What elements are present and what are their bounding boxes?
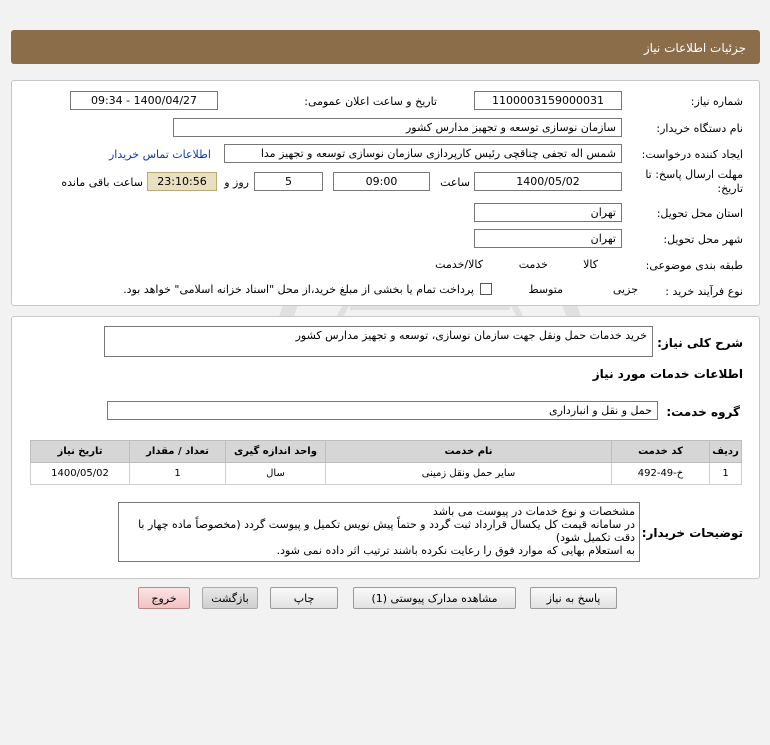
- buyer-contact-link[interactable]: اطلاعات تماس خریدار: [109, 148, 211, 161]
- view-attachments-button[interactable]: مشاهده مدارک پیوستی (1): [353, 587, 516, 609]
- treasury-note: پرداخت تمام یا بخشی از مبلغ خرید،از محل "اسناد خزانه اسلامی" خواهد بود.: [123, 283, 474, 296]
- category-option-service: خدمت: [518, 258, 548, 271]
- col-quantity: تعداد / مقدار: [130, 441, 226, 463]
- delivery-city-field: تهران: [474, 229, 622, 248]
- page-header: [11, 30, 760, 64]
- buyer-name-label: نام دستگاه خریدار:: [656, 122, 743, 135]
- services-table: [30, 440, 742, 485]
- buyer-note-line: مشخصات و نوع خدمات در پیوست می باشد: [432, 505, 635, 518]
- delivery-city-label: شهر محل تحویل:: [663, 233, 743, 246]
- col-service-code: کد خدمت: [612, 441, 710, 463]
- page-title: جزئیات اطلاعات نیاز: [643, 41, 746, 55]
- services-section-title: اطلاعات خدمات مورد نیاز: [592, 367, 743, 381]
- process-option-minor: جزیی: [612, 283, 638, 296]
- buyer-name-field: سازمان نوسازی توسعه و تجهیز مدارس کشور: [173, 118, 622, 137]
- delivery-province-label: استان محل تحویل:: [656, 207, 743, 220]
- print-button[interactable]: چاپ: [270, 587, 338, 609]
- back-button[interactable]: بازگشت: [202, 587, 258, 609]
- reply-button[interactable]: پاسخ به نیاز: [530, 587, 617, 609]
- category-label: طبقه بندی موضوعی:: [645, 259, 743, 272]
- announce-date-field: 1400/04/27 - 09:34: [70, 91, 218, 110]
- category-option-goods: کالا: [583, 258, 598, 271]
- col-unit: واحد اندازه گیری: [226, 441, 326, 463]
- buyer-note-line: در سامانه قیمت کل یکسال قرارداد ثبت گردد و حتماً پیش نویس تکمیل و پیوست گردد (مخصوصاً ماده چهار با دقت تکمیل شود): [138, 518, 635, 544]
- exit-button[interactable]: خروج: [138, 587, 190, 609]
- requester-field: شمس اله تجفی چناقچی رئیس کارپردازی سازمان نوسازی توسعه و تجهیز مدا: [224, 144, 622, 163]
- purchase-process-label: نوع فرآیند خرید :: [665, 285, 743, 298]
- cell-service-code: خ-49-492: [612, 463, 710, 485]
- service-group-field: حمل و نقل و انبارداری: [107, 401, 658, 420]
- requester-label: ایجاد کننده درخواست:: [641, 148, 743, 161]
- summary-label: شرح کلی نیاز:: [657, 336, 743, 350]
- cell-quantity: 1: [130, 463, 226, 485]
- buyer-note-line: به استعلام بهایی که موارد فوق را رعایت نکرده باشند ترتیب اثر داده نمی شود.: [276, 544, 635, 557]
- delivery-province-field: تهران: [474, 203, 622, 222]
- table-header-row: [31, 441, 742, 463]
- countdown-timer: 23:10:56: [147, 172, 217, 191]
- treasury-checkbox[interactable]: [480, 283, 492, 295]
- days-remaining-field: 5: [254, 172, 323, 191]
- process-option-medium: متوسط: [528, 283, 563, 296]
- remaining-label: ساعت باقی مانده: [61, 176, 143, 189]
- need-number-label: شماره نیاز:: [690, 95, 743, 108]
- deadline-label-date: تاریخ:: [717, 182, 743, 195]
- cell-need-date: 1400/05/02: [31, 463, 130, 485]
- deadline-date-field: 1400/05/02: [474, 172, 622, 191]
- summary-field: خرید خدمات حمل ونقل جهت سازمان نوسازی، توسعه و تجهیز مدارس کشور: [104, 326, 653, 357]
- buyer-notes-box: [118, 502, 640, 562]
- service-group-label: گروه خدمت:: [666, 405, 740, 419]
- cell-row: 1: [710, 463, 742, 485]
- deadline-time-field: 09:00: [333, 172, 430, 191]
- deadline-time-label: ساعت: [440, 176, 470, 189]
- cell-service-name: سایر حمل ونقل زمینی: [326, 463, 612, 485]
- days-label: روز و: [224, 176, 249, 189]
- col-need-date: تاریخ نیاز: [31, 441, 130, 463]
- cell-unit: سال: [226, 463, 326, 485]
- col-row: ردیف: [710, 441, 742, 463]
- col-service-name: نام خدمت: [326, 441, 612, 463]
- deadline-label: مهلت ارسال پاسخ: تا: [645, 168, 743, 181]
- buyer-notes-label: توضیحات خریدار:: [641, 526, 743, 540]
- need-number-field: 1100003159000031: [474, 91, 622, 110]
- category-option-goods-service: کالا/خدمت: [435, 258, 483, 271]
- table-row: [31, 463, 742, 485]
- announce-date-label: تاریخ و ساعت اعلان عمومی:: [304, 95, 437, 108]
- need-details-panel: [11, 80, 760, 306]
